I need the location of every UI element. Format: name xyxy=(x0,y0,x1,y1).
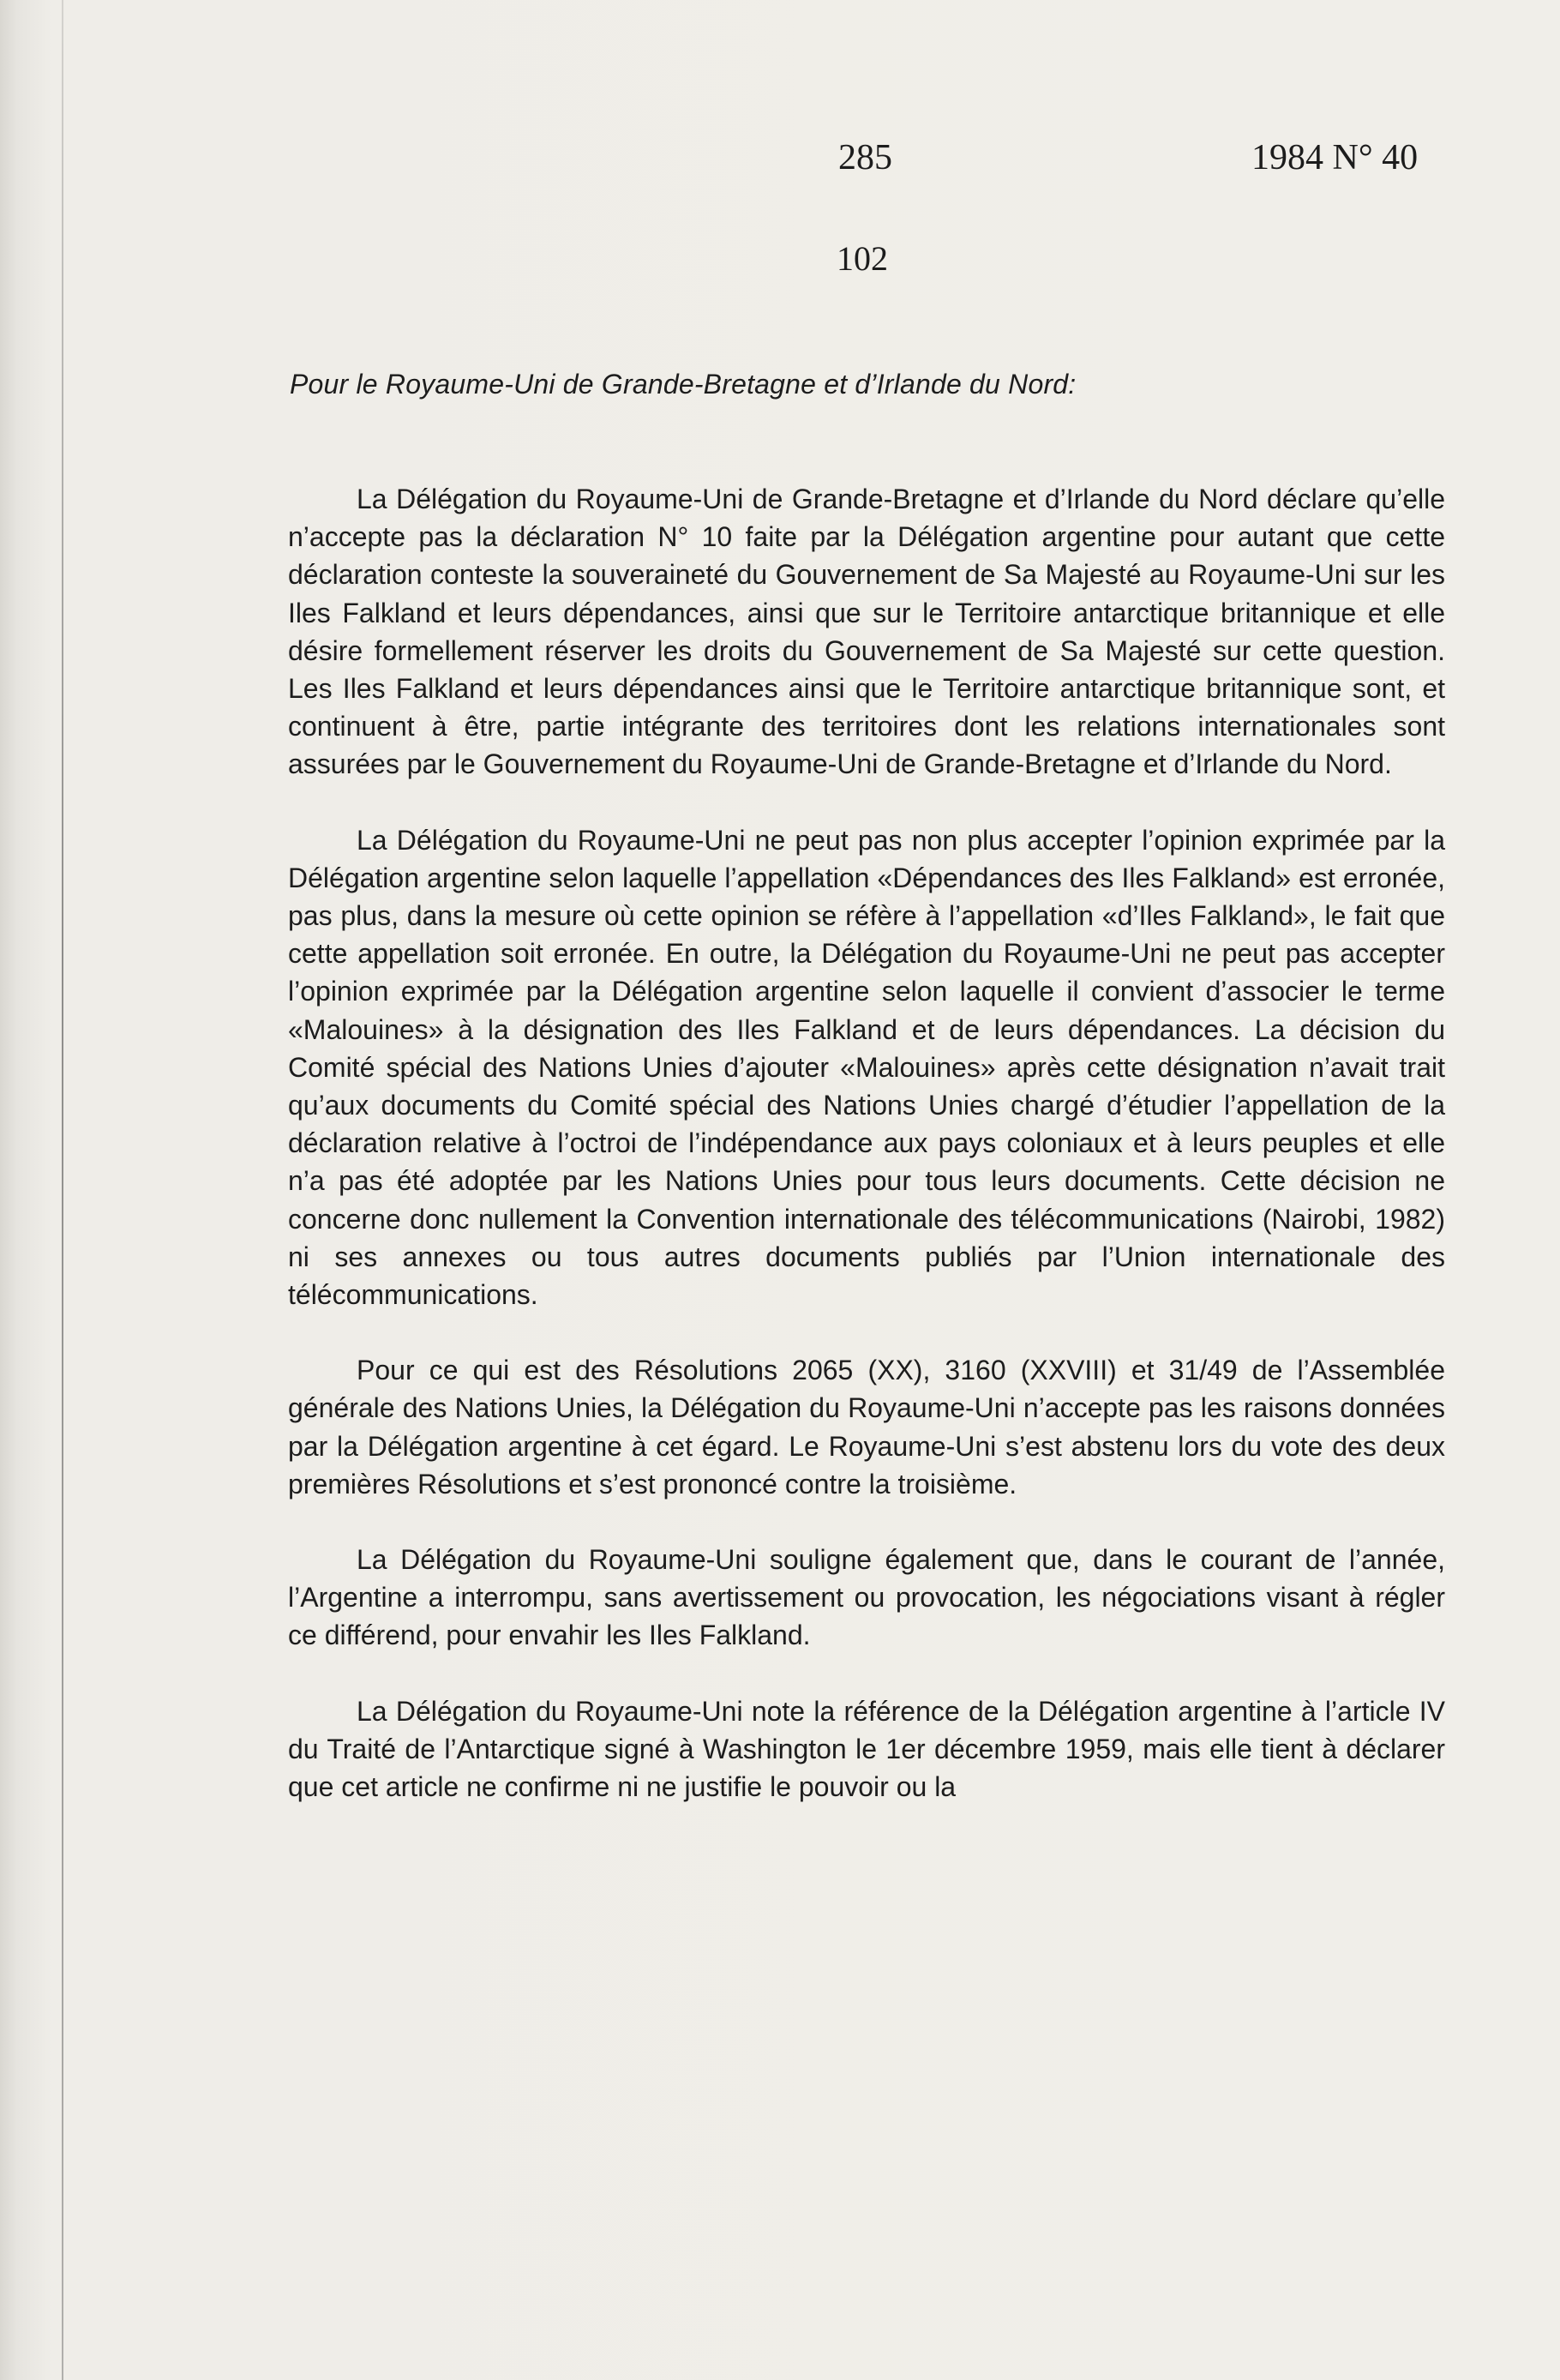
body-text xyxy=(288,480,1445,1806)
paragraph: La Délégation du Royaume-Uni de Grande-Bretagne et d’Irlande du Nord déclare qu’elle n’accepte pas la déclaration N° 10 faite par la Délégation argentine pour autant que cette déclaration conteste la souveraineté du Gouvernement de Sa Majesté au Royaume-Uni sur les Iles Falkland et leurs dépendances, ainsi que sur le Territoire antarctique britannique et elle désire formellement réserver les droits du Gouvernement de Sa Majesté sur cette question. Les Iles Falkland et leurs dépendances ainsi que le Territoire antarctique britannique sont, et continuent à être, partie intégrante des territoires dont les relations internationales sont assurées par le Gouvernement du Royaume-Uni de Grande-Bretagne et d’Irlande du Nord. xyxy=(288,484,1445,780)
document-number: 102 xyxy=(837,239,888,278)
paragraph: La Délégation du Royaume-Uni note la référence de la Délégation argentine à l’article IV du Traité de l’Antarctique signé à Washington le 1er décembre 1959, mais elle tient à déclarer que cet article ne confirme ni ne justifie le pouvoir ou la xyxy=(288,1695,1445,1803)
page-number: 285 xyxy=(838,138,892,177)
paragraph: La Délégation du Royaume-Uni ne peut pas non plus accepter l’opinion exprimée par la Délégation argentine selon laquelle l’appellation «Dépendances des Iles Falkland» est erronée, pas plus, dans la mesure où cette opinion se réfère à l’appellation «d’Iles Falkland», le fait que cette appellation soit erronée. En outre, la Délégation du Royaume-Uni ne peut pas accepter l’opinion exprimée par la Délégation argentine selon laquelle il convient d’associer le terme «Malouines» à la désignation des Iles Falkland et de leurs dépendances. La décision du Comité spécial des Nations Unies d’ajouter «Malouines» après cette désignation n’avait trait qu’aux documents du Comité spécial des Nations Unies chargé d’étudier l’appellation de la déclaration relative à l’octroi de l’indépendance aux pays coloniaux et à leurs peuples et elle n’a pas été adoptée par les Nations Unies pour tous leurs documents. Cette décision ne concerne donc nullement la Convention internationale des télécommunications (Nairobi, 1982) ni ses annexes ou tous autres documents publiés par l’Union internationale des télécommunications. xyxy=(288,824,1445,1311)
issue-reference: 1984 N° 40 xyxy=(1251,138,1419,177)
binding-gutter-line xyxy=(62,0,63,2380)
page-header xyxy=(0,137,1560,189)
paragraph: Pour ce qui est des Résolutions 2065 (XX), 3160 (XXVIII) et 31/49 de l’Assemblée générale des Nations Unies, la Délégation du Royaume-Uni n’accepte pas les raisons données par la Délégation argentine à cet égard. Le Royaume-Uni s’est abstenu lors du vote des deux premières Résolutions et s’est prononcé contre la troisième. xyxy=(288,1355,1445,1500)
section-heading: Pour le Royaume-Uni de Grande-Bretagne et d’Irlande du Nord: xyxy=(290,369,1077,400)
paragraph: La Délégation du Royaume-Uni souligne également que, dans le courant de l’année, l’Argentine a interrompu, sans avertissement ou provocation, les négociations visant à régler ce différend, pour envahir les Iles Falkland. xyxy=(288,1544,1445,1651)
